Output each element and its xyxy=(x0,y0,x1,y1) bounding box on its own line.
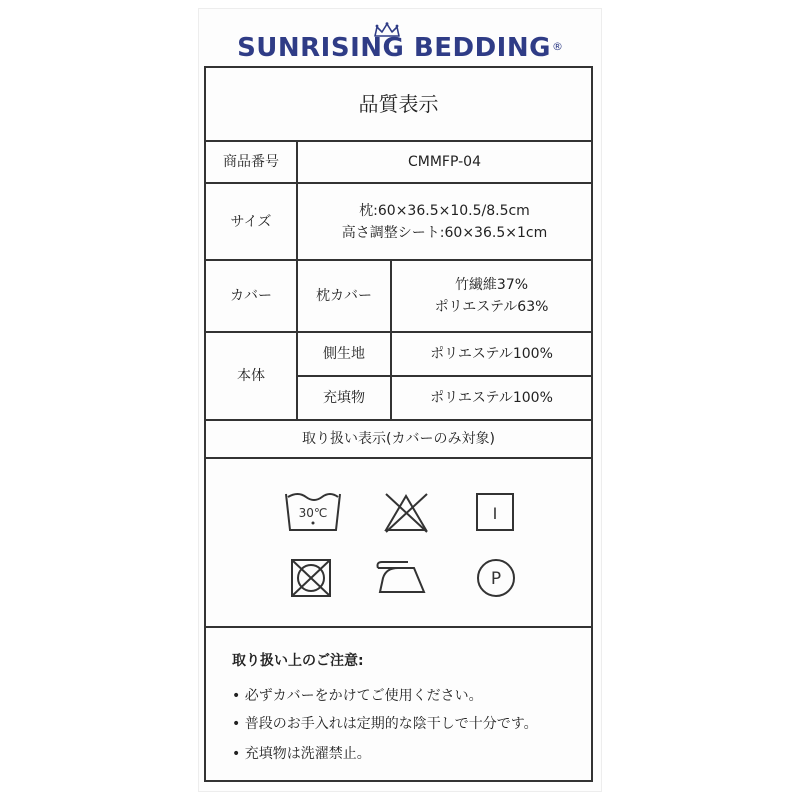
wash-temp: 30℃ xyxy=(298,506,328,520)
iron-low-icon xyxy=(378,562,425,592)
product-number-value: CMMFP-04 xyxy=(408,154,481,170)
dry-clean-p-icon xyxy=(478,560,514,596)
wash-30-icon xyxy=(286,494,340,530)
size-pillow: 枕:60×36.5×10.5/8.5cm xyxy=(359,202,530,219)
note-item: • 充填物は洗濯禁止。 xyxy=(232,746,371,762)
note-item: • 必ずカバーをかけてご使用ください。 xyxy=(232,688,483,704)
cover-sub-label: 枕カバー xyxy=(316,288,372,304)
label-title: 品質表示 xyxy=(358,92,439,116)
body-label: 本体 xyxy=(237,368,265,384)
notes-title: 取り扱い上のご注意: xyxy=(232,653,364,669)
cover-label: カバー xyxy=(230,288,272,304)
product-number-label: 商品番号 xyxy=(223,154,279,170)
cover-bamboo: 竹繊維37% xyxy=(454,277,529,293)
brand-name: SUNRISING BEDDING xyxy=(237,33,551,63)
no-tumble-dry-icon xyxy=(292,560,330,596)
side-fabric-value: ポリエステル100% xyxy=(430,346,553,362)
no-bleach-icon xyxy=(386,494,427,532)
filling-label: 充填物 xyxy=(323,390,365,406)
registered-mark: ® xyxy=(551,39,563,53)
cover-polyester: ポリエステル63% xyxy=(434,299,549,315)
dry-clean-letter: P xyxy=(490,569,502,589)
note-item: • 普段のお手入れは定期的な陰干しで十分です。 xyxy=(232,716,538,732)
size-height-sheet: 高さ調整シート:60×36.5×1cm xyxy=(341,224,548,241)
filling-value: ポリエステル100% xyxy=(430,390,553,406)
care-heading: 取り扱い表示(カバーのみ対象) xyxy=(302,431,495,447)
flat-dry-icon xyxy=(477,494,513,530)
flat-dry-mark: I xyxy=(492,504,498,523)
side-fabric-label: 側生地 xyxy=(323,346,365,362)
size-label: サイズ xyxy=(230,213,272,230)
